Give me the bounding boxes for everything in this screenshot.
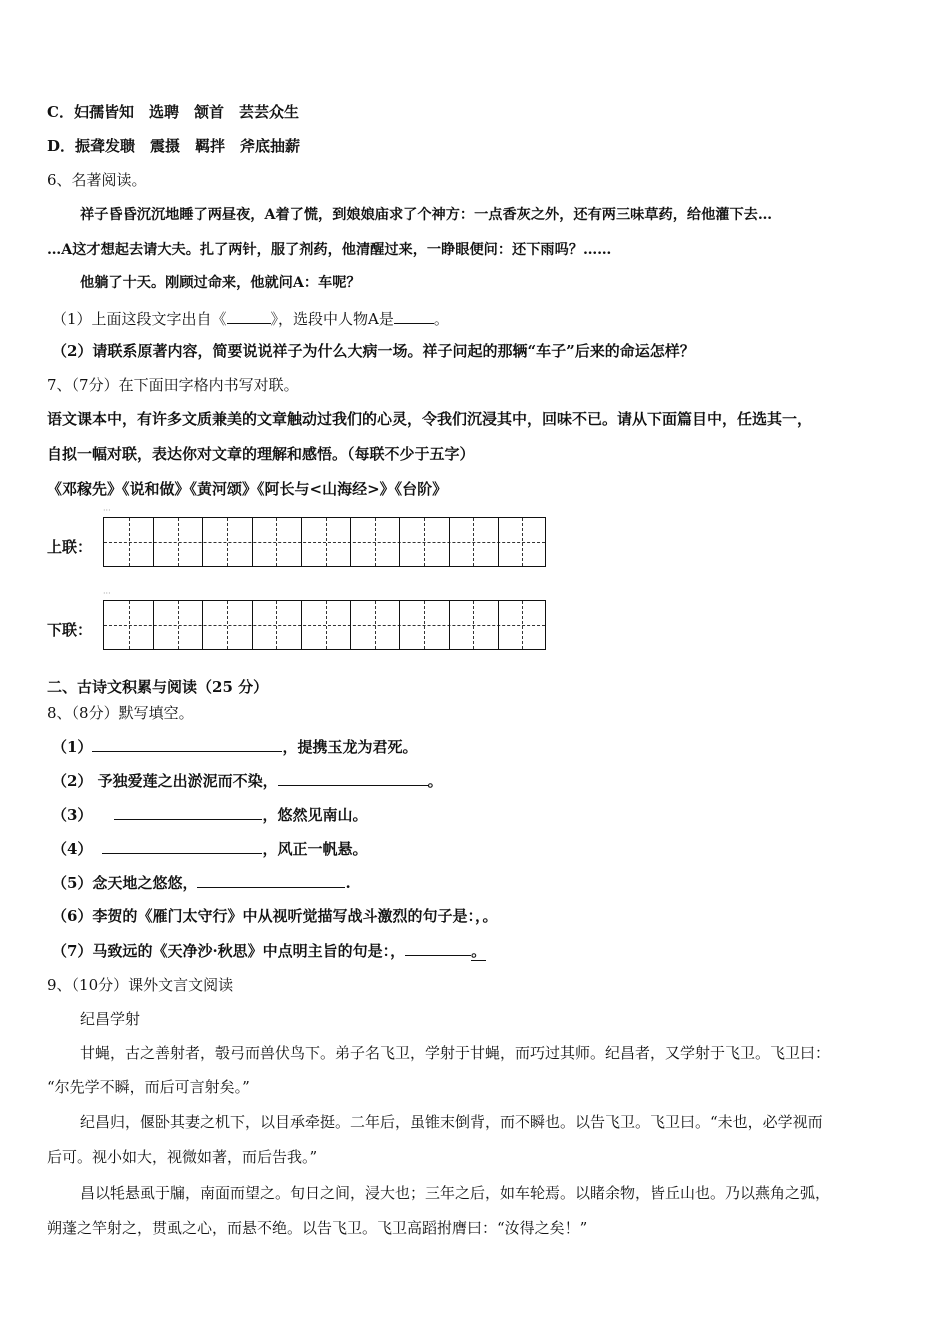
upper-couplet-label: 上联： (47, 538, 93, 556)
grid-square-center-line (424, 601, 425, 649)
q6-s1-text-a: （1）上面这段文字出自《 (52, 310, 227, 328)
q6-book-blank[interactable] (227, 308, 271, 324)
q9-paragraph-2-line-1: 纪昌归，偃卧其妻之机下，以目承牵挺。二年后，虽锥末倒背，而不瞬也。以告飞卫。飞卫曰。“未也，必学视而 (80, 1113, 823, 1131)
q8-line-4 (52, 838, 367, 859)
q8-l7-end: 。 (471, 942, 487, 960)
q9-paragraph-2-line-2: 后可。视小如大，视微如著，而后告我。” (47, 1148, 318, 1166)
q9-paragraph-1-line-2: “尔先学不瞬，而后可言射矣。” (47, 1078, 250, 1096)
q8-l2-end: 。 (427, 772, 443, 790)
q6-passage-line-1: 祥子昏昏沉沉地睡了两昼夜，A着了慌，到娘娘庙求了个神方：一点香灰之外，还有两三味草药，给他灌下去… (80, 207, 773, 223)
q6-s1-text-b: 》，选段中人物A是 (270, 310, 394, 328)
grid-square-border (399, 601, 400, 649)
grid-square-border (399, 518, 400, 566)
q8-l7-text: （7）马致远的《天净沙·秋思》中点明主旨的句是：， (52, 942, 406, 960)
q8-line-2 (52, 770, 443, 791)
q7-instruction-line-2: 自拟一幅对联，表达你对文章的理解和感悟。（每联不少于五字） (47, 445, 475, 463)
q8-l5-end: . (345, 874, 351, 892)
q8-line-6: （6）李贺的《雁门太守行》中从视听觉描写战斗激烈的句子是：，。 (52, 907, 498, 925)
grid-square-border (449, 518, 450, 566)
grid-square-center-line (473, 601, 474, 649)
grid-square-center-line (227, 518, 228, 566)
grid-square-center-line (326, 518, 327, 566)
grid-square-border (449, 601, 450, 649)
grid-square-center-line (276, 518, 277, 566)
upper-couplet-grid[interactable] (103, 517, 546, 567)
q8-blank-3[interactable] (114, 804, 262, 820)
q6-passage-line-2: …A这才想起去请大夫。扎了两针，服了剂药，他清醒过来，一睁眼便问：还下雨吗？…… (47, 242, 612, 258)
grid-square-center-line (178, 601, 179, 649)
grid-square-border (252, 601, 253, 649)
q9-passage-heading: 纪昌学射 (80, 1010, 141, 1028)
q6-person-blank[interactable] (394, 308, 434, 324)
q8-line-3 (52, 804, 367, 825)
grid-square-center-line (227, 601, 228, 649)
grid-square-center-line (129, 601, 130, 649)
q7-title: 7、（7分）在下面田字格内书写对联。 (47, 376, 299, 394)
option-c: C．妇孺皆知 选聘 颔首 芸芸众生 (47, 103, 299, 121)
q6-title: 6、名著阅读。 (47, 171, 147, 189)
grid-square-center-line (326, 601, 327, 649)
q8-blank-2[interactable] (278, 770, 428, 786)
q8-l4-num: （4） (52, 840, 93, 858)
grid-square-center-line (522, 518, 523, 566)
grid-square-border (498, 518, 499, 566)
grid-square-center-line (375, 518, 376, 566)
q8-l4-text: ，风正一帆悬。 (262, 840, 368, 858)
grid-square-border (202, 518, 203, 566)
grid-square-center-line (375, 601, 376, 649)
grid-square-border (153, 518, 154, 566)
q8-line-7 (52, 940, 486, 961)
lower-couplet-label: 下联： (47, 621, 93, 639)
grid-square-border (301, 601, 302, 649)
q8-blank-4[interactable] (102, 838, 262, 854)
grid-dots-lower: ··· (103, 589, 111, 598)
grid-square-center-line (424, 518, 425, 566)
grid-square-center-line (129, 518, 130, 566)
q8-line-5 (52, 872, 351, 893)
q9-paragraph-1-line-1: 甘蝇，古之善射者，彀弓而兽伏鸟下。弟子名飞卫，学射于甘蝇，而巧过其师。纪昌者，又学射于飞卫。飞卫曰： (80, 1044, 831, 1062)
q9-title: 9、（10分）课外文言文阅读 (47, 976, 234, 994)
q7-article-titles: 《邓稼先》《说和做》《黄河颂》《阿长与<山海经>》《台阶》 (47, 480, 448, 498)
q8-blank-7[interactable] (405, 940, 471, 956)
q8-blank-1[interactable] (92, 736, 282, 752)
q8-title: 8、（8分）默写填空。 (47, 704, 194, 722)
q8-line-1 (52, 736, 417, 757)
q8-l2-text: （2） 予独爱莲之出淤泥而不染， (52, 772, 278, 790)
option-d: D．振聋发聩 震摄 羁拌 斧底抽薪 (47, 137, 301, 155)
section-2-title: 二、古诗文积累与阅读（25 分） (47, 678, 269, 696)
grid-square-border (350, 601, 351, 649)
grid-square-center-line (473, 518, 474, 566)
q8-l3-text: ，悠然见南山。 (262, 806, 368, 824)
q6-sub-question-1 (52, 308, 449, 329)
grid-square-center-line (276, 601, 277, 649)
q6-s1-text-c: 。 (433, 310, 449, 328)
q6-sub-question-2: （2）请联系原著内容，简要说说祥子为什么大病一场。祥子问起的那辆“车子”后来的命运怎样？ (52, 342, 695, 360)
q6-passage-line-3: 他躺了十天。刚顾过命来，他就问A：车呢？ (80, 275, 361, 291)
grid-dots-upper: ··· (103, 506, 111, 515)
grid-square-center-line (178, 518, 179, 566)
grid-square-border (252, 518, 253, 566)
q8-l1-num: （1） (52, 738, 93, 756)
q7-instruction-line-1: 语文课本中，有许多文质兼美的文章触动过我们的心灵，令我们沉浸其中，回味不已。请从下面篇目中，任选其一， (47, 410, 813, 428)
grid-square-border (350, 518, 351, 566)
q8-l5-text: （5）念天地之悠悠， (52, 874, 198, 892)
lower-couplet-grid[interactable] (103, 600, 546, 650)
q8-blank-5[interactable] (197, 872, 345, 888)
grid-square-center-line (522, 601, 523, 649)
grid-square-border (498, 601, 499, 649)
grid-square-border (153, 601, 154, 649)
q8-l3-num: （3） (52, 806, 93, 824)
q8-l1-text: ，提携玉龙为君死。 (282, 738, 418, 756)
q9-paragraph-3-line-1: 昌以牦悬虱于牖，南面而望之。旬日之间，浸大也；三年之后，如车轮焉。以睹余物，皆丘山也。乃以燕角之弧， (80, 1184, 831, 1202)
grid-square-border (202, 601, 203, 649)
q9-paragraph-3-line-2: 朔蓬之竿射之，贯虱之心，而悬不绝。以告飞卫。飞卫高蹈拊膺曰：“汝得之矣！” (47, 1219, 588, 1237)
grid-square-border (301, 518, 302, 566)
